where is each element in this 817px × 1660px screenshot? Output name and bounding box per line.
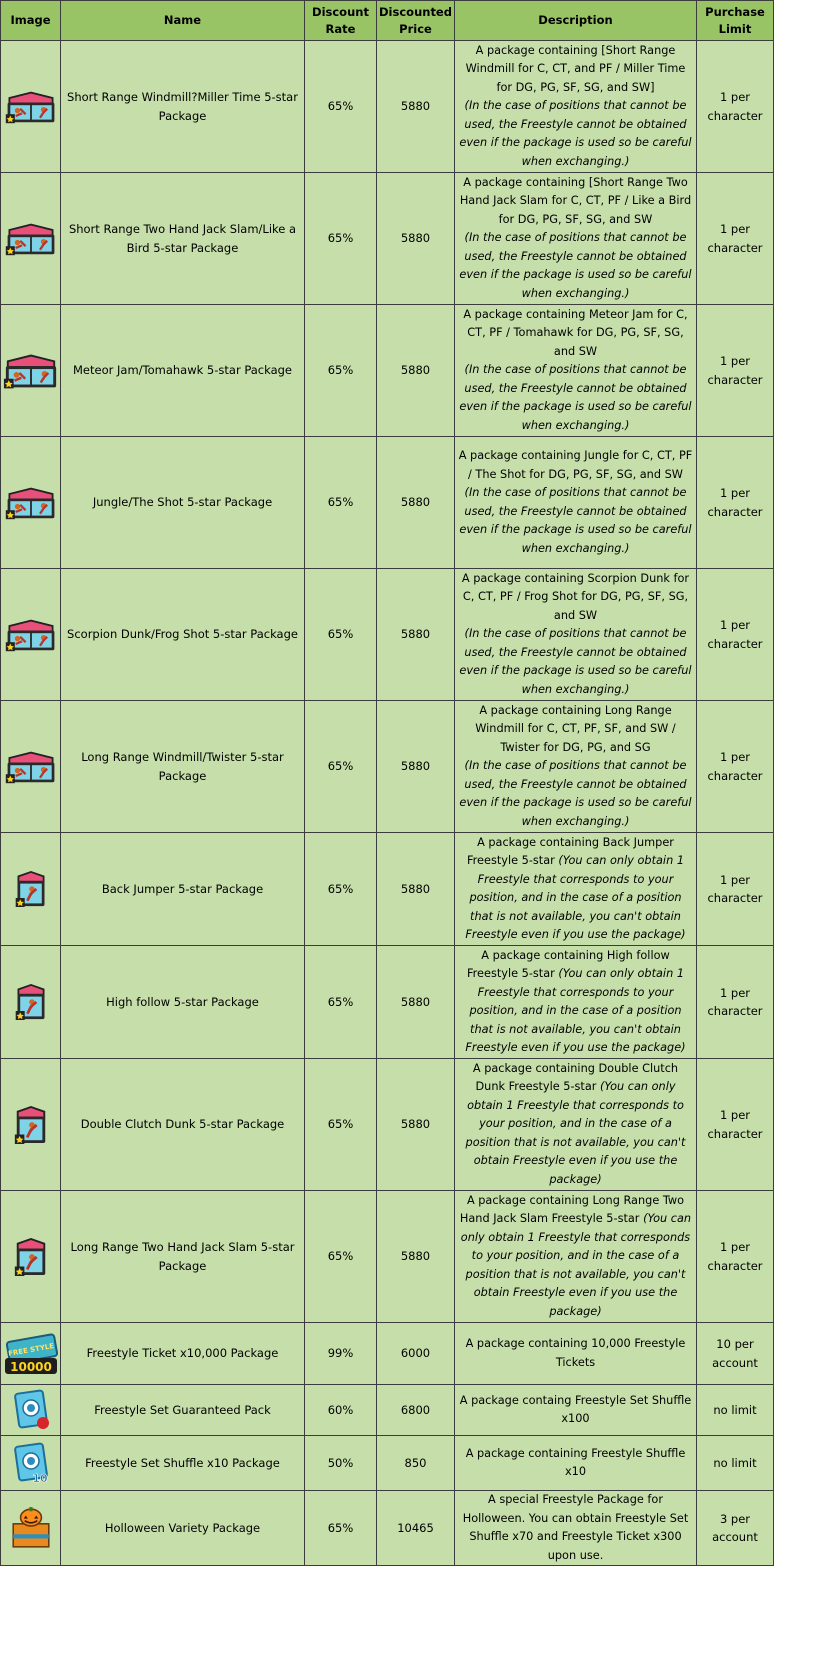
description: [455, 1059, 697, 1191]
purchase-limit: 1 per character: [697, 305, 774, 437]
description-note: (In the case of positions that cannot be used, the Freestyle cannot be obtained even if the package is used so be careful when exchanging.): [459, 231, 692, 300]
single-freestyle-package-icon: [13, 982, 49, 1022]
discounted-price: 10465: [377, 1491, 455, 1566]
dual-freestyle-package-icon: [4, 748, 58, 786]
discounted-price: 5880: [377, 1059, 455, 1191]
ticket-label: FREE STYLE: [7, 1341, 55, 1358]
table-row: [1, 701, 774, 833]
description-text: A package containing Meteor Jam for C, CT, PF / Tomahawk for DG, PG, SF, SG, and SW: [463, 307, 688, 358]
single-freestyle-package-icon: [12, 1104, 50, 1146]
package-name: Long Range Windmill/Twister 5-star Package: [61, 701, 305, 833]
purchase-limit: no limit: [697, 1436, 774, 1491]
discounted-price: 5880: [377, 833, 455, 946]
description: [455, 437, 697, 569]
discount-rate: 65%: [305, 946, 377, 1059]
purchase-limit: 10 per account: [697, 1323, 774, 1385]
table-row: [1, 173, 774, 305]
description: [455, 41, 697, 173]
table-row: [1, 833, 774, 946]
dual-freestyle-package-icon: [4, 88, 58, 126]
package-name: Short Range Windmill?Miller Time 5-star Package: [61, 41, 305, 173]
purchase-limit: 1 per character: [697, 41, 774, 173]
header-discounted-price: Discounted Price: [377, 1, 455, 41]
table-row: [1, 305, 774, 437]
discount-rate: 65%: [305, 569, 377, 701]
description: [455, 833, 697, 946]
discounted-price: 850: [377, 1436, 455, 1491]
dual-freestyle-package-icon: [2, 351, 60, 391]
dual-freestyle-package-icon: [4, 484, 58, 522]
package-name: Back Jumper 5-star Package: [61, 833, 305, 946]
table-row: [1, 569, 774, 701]
purchase-limit: 1 per character: [697, 1191, 774, 1323]
ticket-amount: 10000: [9, 1359, 52, 1374]
description-text: A package containing [Short Range Two Hand Jack Slam for C, CT, PF / Like a Bird for DG, PG, SF, SG, and SW: [459, 175, 692, 226]
halloween-pumpkin-box-icon: [8, 1505, 54, 1551]
discount-rate: 50%: [305, 1436, 377, 1491]
discounted-price: 5880: [377, 1191, 455, 1323]
discount-rate: 65%: [305, 173, 377, 305]
discounted-price: 5880: [377, 41, 455, 173]
discounted-price: 5880: [377, 305, 455, 437]
description: [455, 1385, 697, 1436]
description: [455, 305, 697, 437]
freestyle-ticket-icon: [3, 1332, 59, 1376]
package-name: Long Range Two Hand Jack Slam 5-star Package: [61, 1191, 305, 1323]
discounted-price: 5880: [377, 569, 455, 701]
single-freestyle-package-icon: [12, 1236, 50, 1278]
header-discount-rate: Discount Rate: [305, 1, 377, 41]
description: [455, 701, 697, 833]
freestyle-shuffle-icon: [9, 1441, 53, 1485]
freestyle-set-guaranteed-icon: [9, 1388, 53, 1432]
description: [455, 1323, 697, 1385]
dual-freestyle-package-icon: [4, 616, 58, 654]
description: [455, 1491, 697, 1566]
discount-rate: 65%: [305, 41, 377, 173]
purchase-limit: no limit: [697, 1385, 774, 1436]
header-name: Name: [61, 1, 305, 41]
package-name: Freestyle Ticket x10,000 Package: [61, 1323, 305, 1385]
discount-rate: 99%: [305, 1323, 377, 1385]
description-text: A package containing Long Range Two Hand Jack Slam Freestyle 5-star: [459, 1193, 685, 1226]
discount-rate: 65%: [305, 1059, 377, 1191]
description: [455, 946, 697, 1059]
table-row: [1, 1191, 774, 1323]
table-row: [1, 1323, 774, 1385]
discount-rate: 60%: [305, 1385, 377, 1436]
table-row: [1, 946, 774, 1059]
discount-rate: 65%: [305, 701, 377, 833]
package-name: Double Clutch Dunk 5-star Package: [61, 1059, 305, 1191]
description: [455, 1191, 697, 1323]
table-row: [1, 1385, 774, 1436]
discounted-price: 5880: [377, 173, 455, 305]
discount-rate: 65%: [305, 437, 377, 569]
discounted-price: 5880: [377, 946, 455, 1059]
description-note: (You can only obtain 1 Freestyle that corresponds to your position, and in the case of a position that is not available, you can't obtain Freestyle even if you use the package): [465, 1080, 686, 1186]
description: [455, 1436, 697, 1491]
description-note: (You can only obtain 1 Freestyle that corresponds to your position, and in the case of a position that is not available, you can't obtain Freestyle even if you use the package): [465, 967, 686, 1054]
description-text: A package containing [Short Range Windmill for C, CT, and PF / Miller Time for DG, PG, SF, SG, and SW]: [465, 43, 686, 94]
discount-rate: 65%: [305, 833, 377, 946]
table-row: [1, 437, 774, 569]
purchase-limit: 1 per character: [697, 569, 774, 701]
description: [455, 569, 697, 701]
description-text: A package containing Back Jumper Freestyle 5-star: [466, 835, 674, 867]
description-note: (In the case of positions that cannot be used, the Freestyle cannot be obtained even if the package is used so be careful when exchanging.): [459, 627, 692, 696]
description-note: (In the case of positions that cannot be used, the Freestyle cannot be obtained even if the package is used so be careful when exchanging.): [459, 486, 692, 555]
purchase-limit: 1 per character: [697, 833, 774, 946]
purchase-limit: 1 per character: [697, 946, 774, 1059]
description-text: A package containing Double Clutch Dunk Freestyle 5-star: [472, 1061, 679, 1094]
package-name: Jungle/The Shot 5-star Package: [61, 437, 305, 569]
discounted-price: 5880: [377, 701, 455, 833]
header-image: Image: [1, 1, 61, 41]
description-text: A package containg Freestyle Set Shuffle x100: [459, 1393, 692, 1425]
description-note: (You can only obtain 1 Freestyle that corresponds to your position, and in the case of a position that is not available, you can't obtain Freestyle even if you use the package): [465, 854, 686, 941]
discounted-price: 6000: [377, 1323, 455, 1385]
package-name: Short Range Two Hand Jack Slam/Like a Bird 5-star Package: [61, 173, 305, 305]
table-row: [1, 1436, 774, 1491]
table-row: [1, 1059, 774, 1191]
description-text: A package containing High follow Freestyle 5-star: [466, 948, 670, 980]
dual-freestyle-package-icon: [4, 220, 58, 258]
purchase-limit: 1 per character: [697, 437, 774, 569]
purchase-limit: 1 per character: [697, 1059, 774, 1191]
package-name: High follow 5-star Package: [61, 946, 305, 1059]
description-text: A package containing Jungle for C, CT, PF / The Shot for DG, PG, SF, SG, and SW: [458, 449, 693, 481]
description-text: A package containing Long Range Windmill for C, CT, PF, SF, and SW / Twister for DG, PG, and SG: [475, 703, 676, 754]
header-purchase-limit: Purchase Limit: [697, 1, 774, 41]
discounted-price: 6800: [377, 1385, 455, 1436]
description-text: A package containing Scorpion Dunk for C, CT, PF / Frog Shot for DG, PG, SF, SG, and SW: [461, 571, 690, 622]
purchase-limit: 3 per account: [697, 1491, 774, 1566]
package-name: Holloween Variety Package: [61, 1491, 305, 1566]
description-note: (In the case of positions that cannot be used, the Freestyle cannot be obtained even if the package is used so be careful when exchanging.): [459, 363, 692, 432]
discounted-price: 5880: [377, 437, 455, 569]
package-name: Meteor Jam/Tomahawk 5-star Package: [61, 305, 305, 437]
discount-rate: 65%: [305, 1491, 377, 1566]
table-row: [1, 41, 774, 173]
package-name: Freestyle Set Guaranteed Pack: [61, 1385, 305, 1436]
package-name: Scorpion Dunk/Frog Shot 5-star Package: [61, 569, 305, 701]
description-text: A special Freestyle Package for Holloween. You can obtain Freestyle Set Shuffle x70 and Freestyle Ticket x300 upon use.: [462, 1493, 689, 1562]
description: [455, 173, 697, 305]
purchase-limit: 1 per character: [697, 701, 774, 833]
shuffle-count-badge: 10: [31, 1472, 48, 1485]
description-note: (In the case of positions that cannot be used, the Freestyle cannot be obtained even if the package is used so be careful when exchanging.): [459, 99, 692, 168]
description-text: A package containing 10,000 Freestyle Tickets: [465, 1337, 686, 1369]
header-row: [1, 1, 774, 41]
description-note: (In the case of positions that cannot be used, the Freestyle cannot be obtained even if the package is used so be careful when exchanging.): [459, 759, 692, 828]
discount-rate: 65%: [305, 1191, 377, 1323]
description-note: (You can only obtain 1 Freestyle that corresponds to your position, and in the case of a position that is not available, you can't obtain Freestyle even if you use the package): [460, 1212, 692, 1318]
header-description: Description: [455, 1, 697, 41]
purchase-limit: 1 per character: [697, 173, 774, 305]
table-row: [1, 1491, 774, 1566]
single-freestyle-package-icon: [13, 869, 49, 909]
description-text: A package containing Freestyle Shuffle x10: [465, 1446, 686, 1478]
discount-rate: 65%: [305, 305, 377, 437]
package-name: Freestyle Set Shuffle x10 Package: [61, 1436, 305, 1491]
